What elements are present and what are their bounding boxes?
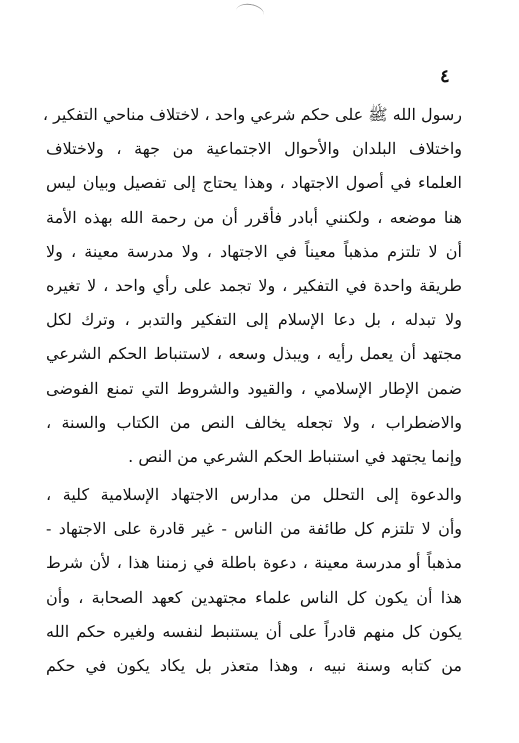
text-line: يكون كل منهم قادراً على أن يستنبط لنفسه ولغيره حكم الله	[46, 621, 462, 641]
text-line: مجتهد أن يعمل رأيه ، ويبذل وسعه ، لاستنباط الحكم الشرعي	[46, 344, 462, 364]
top-edge-mark	[235, 2, 266, 24]
text-line: هنا موضعه ، ولكنني أبادر فأقرر أن من رحمة الله بهذه الأمة	[46, 207, 462, 227]
text-line: مذهباً أو مدرسة معينة ، دعوة باطلة في زمننا هذا ، لأن شرط	[46, 553, 462, 573]
text-line: رسول الله ﷺ على حكم شرعي واحد ، لاختلاف مناحي التفكير ،	[42, 105, 462, 124]
text-line: والاضطراب ، ولا تجعله يخالف النص من الكتاب والسنة ،	[46, 412, 462, 432]
text-line: من كتابه وسنة نبيه ، وهذا متعذر بل يكاد يكون في حكم	[46, 655, 462, 675]
text-line: أن لا تلتزم مذهباً معيناً في الاجتهاد ، ولا مدرسة معينة ، ولا	[46, 241, 462, 261]
text-line: ولا تبدله ، بل دعا الإسلام إلى التفكير والتدبر ، وترك لكل	[46, 310, 462, 330]
text-line: ضمن الإطار الإسلامي ، والقيود والشروط التي تمنع الفوضى	[46, 378, 462, 398]
text-line: هذا أن يكون كل الناس علماء مجتهدين كعهد الصحابة ، وأن	[46, 587, 462, 607]
paragraph-1	[42, 98, 462, 474]
text-line: واختلاف البلدان والأحوال الاجتماعية من جهة ، ولاختلاف	[46, 139, 462, 159]
paragraph-2	[46, 478, 462, 683]
text-line: وأن لا تلتزم كل طائفة من الناس - غير قادرة على الاجتهاد -	[46, 519, 462, 539]
page-number: ٤	[440, 66, 450, 87]
text-line: طريقة واحدة في التفكير ، ولا تجمد على رأي واحد ، لا تغيره	[46, 275, 462, 295]
text-line: وإنما يجتهد في استنباط الحكم الشرعي من النص .	[128, 446, 462, 466]
text-line: العلماء في أصول الاجتهاد ، وهذا يحتاج إلى تفصيل وبيان ليس	[46, 173, 462, 193]
text-line: والدعوة إلى التحلل من مدارس الاجتهاد الإسلامية كلية ،	[46, 485, 462, 504]
